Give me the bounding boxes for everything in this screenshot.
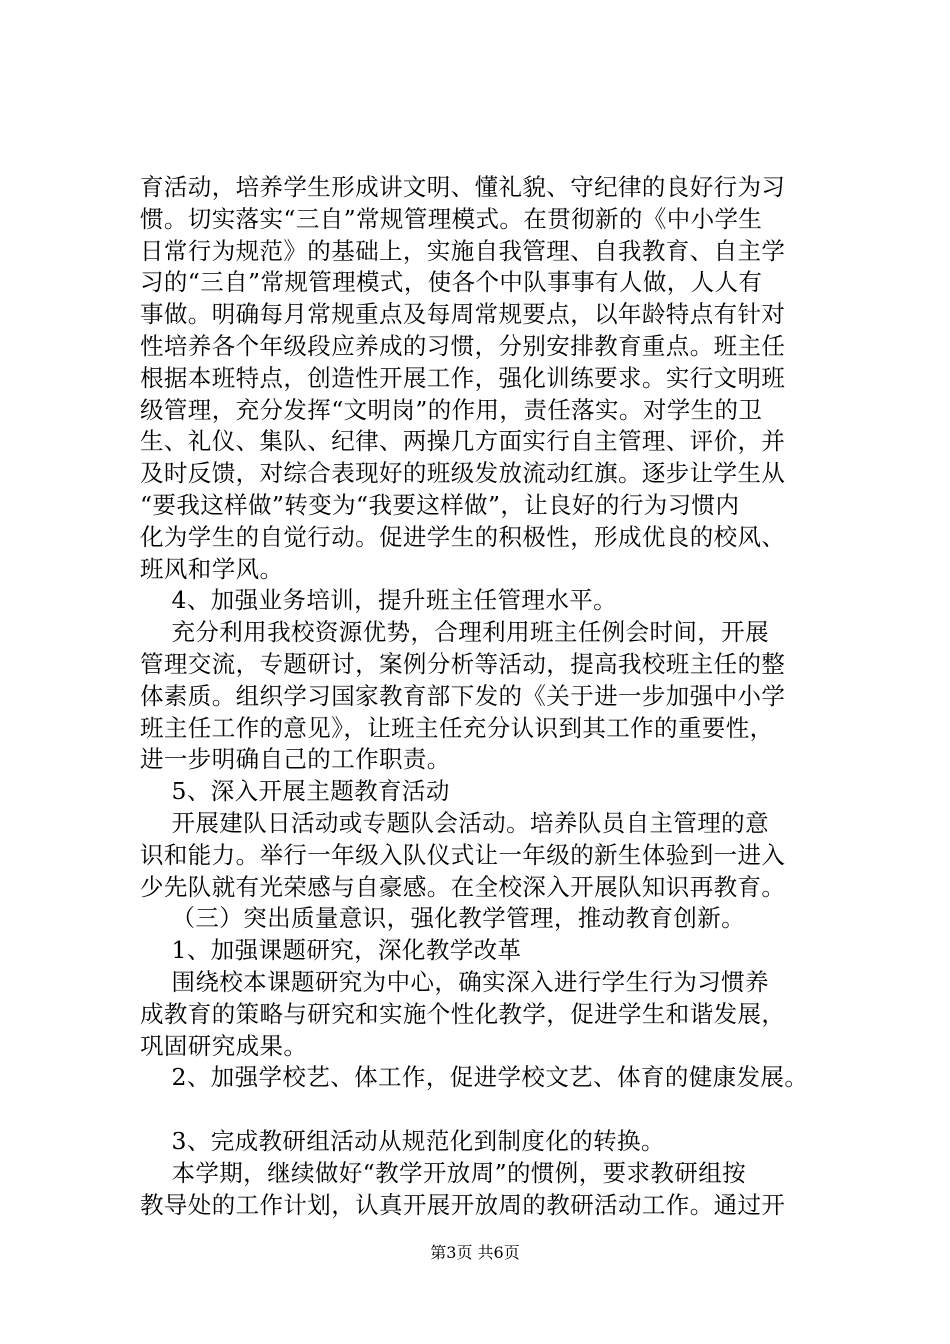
- document-line: 1、加强课题研究，深化教学改革: [140, 936, 522, 965]
- document-line: 进一步明确自己的工作职责。: [140, 745, 451, 774]
- document-line: [140, 1094, 840, 1126]
- document-line: 管理交流，专题研讨，案例分析等活动，提高我校班主任的整: [140, 649, 786, 678]
- document-body: [140, 172, 840, 1221]
- document-line: 充分利用我校资源优势，合理利用班主任例会时间，开展: [140, 618, 769, 647]
- document-line: “要我这样做”转变为“我要这样做”，让良好的行为习惯内: [140, 490, 740, 519]
- document-line: 巩固研究成果。: [140, 1031, 308, 1060]
- document-line: 班风和学风。: [140, 554, 284, 583]
- document-line: 2、加强学校艺、体工作，促进学校文艺、体育的健康发展。: [140, 1063, 809, 1092]
- document-line: 性培养各个年级段应养成的习惯，分别安排教育重点。班主任: [140, 331, 786, 360]
- document-line: 根据本班特点，创造性开展工作，强化训练要求。实行文明班: [140, 363, 786, 392]
- document-line: 少先队就有光荣感与自豪感。在全校深入开展队知识再教育。: [140, 872, 786, 901]
- document-line: 成教育的策略与研究和实施个性化教学，促进学生和谐发展，: [140, 999, 786, 1028]
- document-line: 班主任工作的意见》，让班主任充分认识到其工作的重要性，: [140, 713, 774, 742]
- document-line: 识和能力。举行一年级入队仪式让一年级的新生体验到一进入: [140, 840, 786, 869]
- document-line: 5、深入开展主题教育活动: [140, 777, 450, 806]
- document-line: 育活动，培养学生形成讲文明、懂礼貌、守纪律的良好行为习: [140, 173, 786, 201]
- document-line: 教导处的工作计划，认真开展开放周的教研活动工作。通过开: [140, 1190, 786, 1219]
- document-line: 围绕校本课题研究为中心，确实深入进行学生行为习惯养: [140, 967, 769, 996]
- document-line: 体素质。组织学习国家教育部下发的《关于进一步加强中小学: [140, 681, 786, 710]
- document-line: 3、完成教研组活动从规范化到制度化的转换。: [140, 1126, 665, 1155]
- document-line: 生、礼仪、集队、纪律、两操几方面实行自主管理、评价，并: [140, 427, 786, 456]
- page-footer: 第3页 共6页: [430, 1243, 520, 1262]
- document-line: 及时反馈，对综合表现好的班级发放流动红旗。逐步让学生从: [140, 459, 786, 488]
- document-line: 化为学生的自觉行动。促进学生的积极性，形成优良的校风、: [140, 522, 786, 551]
- document-line: 日常行为规范》的基础上，实施自我管理、自我教育、自主学: [140, 236, 786, 265]
- document-line: 级管理，充分发挥“文明岗”的作用，责任落实。对学生的卫: [140, 395, 763, 424]
- document-line: 本学期，继续做好“教学开放周”的惯例，要求教研组按: [140, 1158, 747, 1187]
- document-line: 惯。切实落实“三自”常规管理模式。在贯彻新的《中小学生: [140, 204, 763, 233]
- document-line: 习的“三自”常规管理模式，使各个中队事事有人做，人人有: [140, 268, 763, 297]
- document-line: 4、加强业务培训，提升班主任管理水平。: [140, 586, 618, 615]
- document-line: 事做。明确每月常规重点及每周常规要点，以年龄特点有针对: [140, 300, 786, 329]
- document-line: 开展建队日活动或专题队会活动。培养队员自主管理的意: [140, 808, 769, 837]
- document-line: （三）突出质量意识，强化教学管理，推动教育创新。: [140, 904, 746, 933]
